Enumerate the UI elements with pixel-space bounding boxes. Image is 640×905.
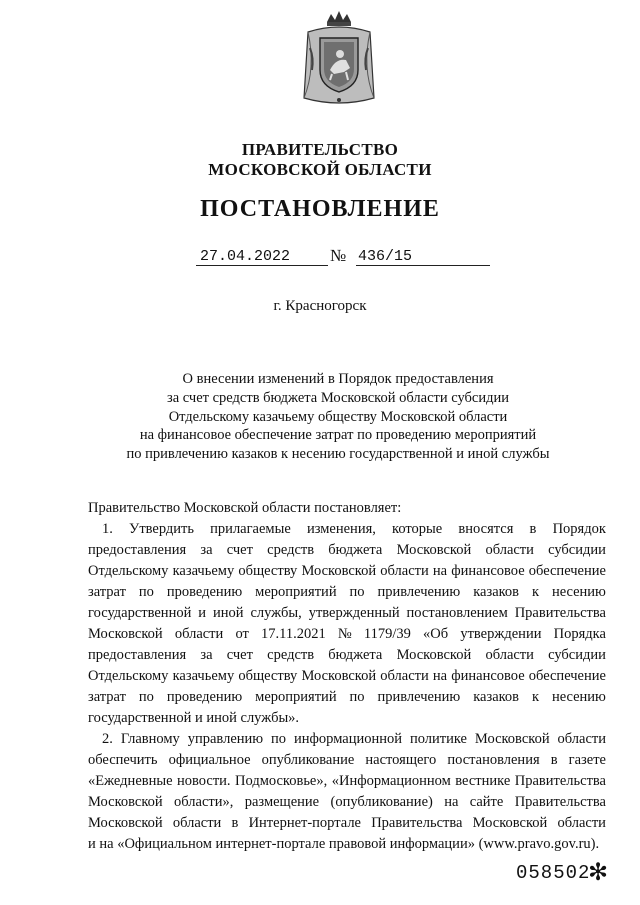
government-name-line1: ПРАВИТЕЛЬСТВО <box>241 140 399 159</box>
government-name-line2: МОСКОВСКОЙ ОБЛАСТИ <box>208 160 432 179</box>
body-line: государственной и иной службы». <box>88 710 300 726</box>
body-line: предоставления за счет средств бюджета Московской области субсидии <box>88 542 606 558</box>
document-heading <box>60 370 616 464</box>
heading-line: О внесении изменений в Порядок предоставления <box>182 371 494 387</box>
body-line: обеспечить официальное опубликование настоящего постановления в газете <box>88 752 606 768</box>
body-line: Московской области в Интернет-портале Правительства Московской области <box>88 815 606 831</box>
body-line: Московской области», размещение (опубликование) на сайте Правительства <box>88 794 606 810</box>
body-line: и на «Официальном интернет-портале правовой информации» (www.pravo.gov.ru). <box>88 836 600 852</box>
document-type-title: ПОСТАНОВЛЕНИЕ <box>200 196 440 222</box>
body-line: Московской области от 17.11.2021 № 1179/39 «Об утверждении Порядка <box>88 626 606 642</box>
body-line: государственной и иной службы, утвержденный постановлением Правительства <box>88 605 606 621</box>
body-line: Правительство Московской области постановляет: <box>88 500 402 516</box>
number-sign: № <box>330 246 347 265</box>
body-line: Отдельскому казачьему обществу Московской области на финансовое обеспечение <box>88 668 606 684</box>
body-line: «Ежедневные новости. Подмосковье», «Информационном вестнике Правительства <box>88 773 606 789</box>
body-line: предоставления за счет средств бюджета Московской области субсидии <box>88 647 606 663</box>
body-line: затрат по проведению мероприятий по привлечению казаков к несению <box>88 584 606 600</box>
body-line: Отдельскому казачьему обществу Московской области на финансовое обеспечение <box>88 563 606 579</box>
body-line: 2. Главному управлению по информационной политике Московской области <box>102 731 606 747</box>
body-line: затрат по проведению мероприятий по привлечению казаков к несению <box>88 689 606 705</box>
moscow-oblast-coat-of-arms-emblem <box>300 8 378 108</box>
document-number: 436/15 <box>356 248 490 266</box>
asterisk-mark: ✻ <box>588 860 609 886</box>
city-name: г. Красногорск <box>273 298 367 314</box>
document-date: 27.04.2022 <box>196 248 328 266</box>
body-line: 1. Утвердить прилагаемые изменения, которые вносятся в Порядок <box>102 521 606 537</box>
heading-line: за счет средств бюджета Московской области субсидии <box>166 389 509 406</box>
serial-number: 058502 <box>516 862 591 884</box>
document-body <box>88 498 606 855</box>
heading-line: на финансовое обеспечение затрат по проведению мероприятий <box>139 427 537 444</box>
heading-line: по привлечению казаков к несению государственной и иной службы <box>126 446 550 463</box>
heading-line: Отдельскому казачьему обществу Московской области <box>168 408 508 425</box>
